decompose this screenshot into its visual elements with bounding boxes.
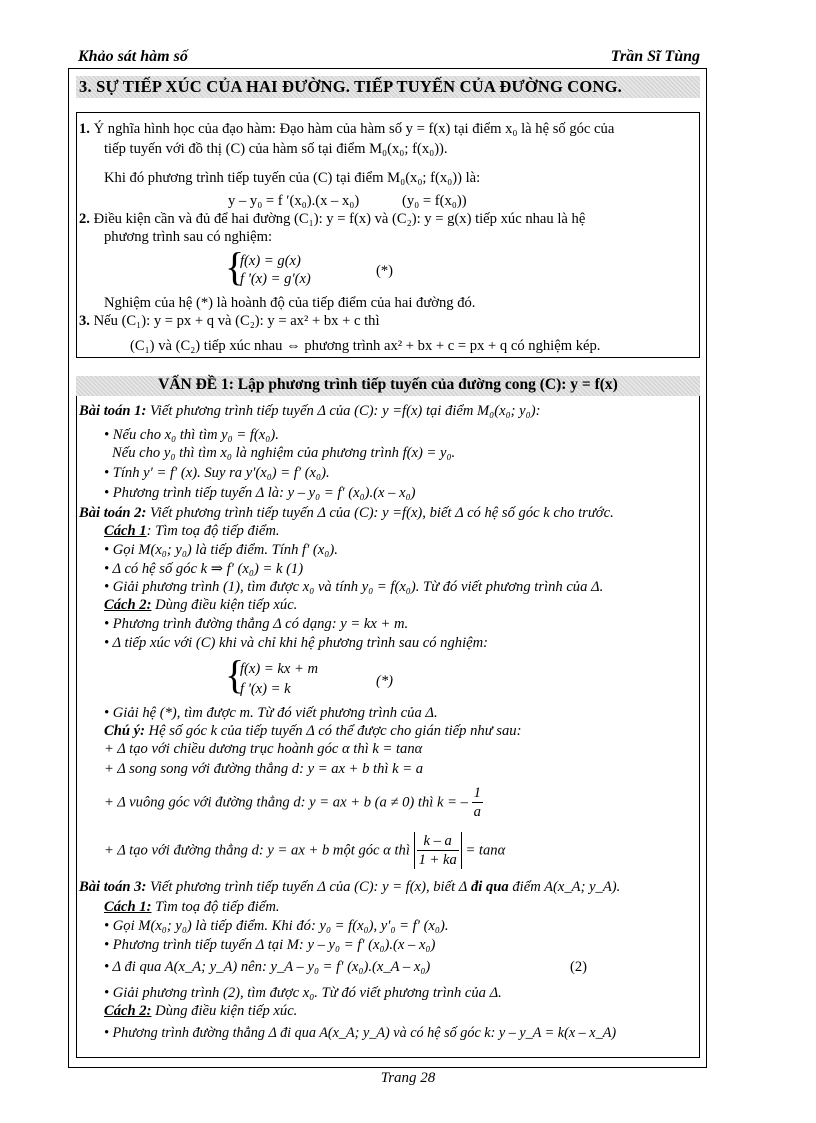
bt2-c2-bullet-1: • Phương trình đường thẳng Δ có dạng: y = kx + m. <box>104 616 409 632</box>
bt1-bullet-2: • Tính y′ = f′ (x). Suy ra y′(x₀) = f′ (x₀). <box>104 465 330 481</box>
bt2-cach1: Cách 1: Tìm toạ độ tiếp điểm. <box>104 523 280 539</box>
theory-line-3: Khi đó phương trình tiếp tuyến của (C) tại điểm M₀(x₀; f(x₀)) là: <box>104 170 481 186</box>
bt2-cach2: Cách 2: Dùng điều kiện tiếp xúc. <box>104 597 298 613</box>
header-right: Trần Sĩ Tùng <box>610 48 700 65</box>
system-1-tag: (*) <box>376 263 394 279</box>
bt3-heading: Bài toán 3: Viết phương trình tiếp tuyến Δ của (C): y = f(x), biết Δ đi qua điểm A(x_A; y_A). <box>79 879 621 895</box>
system-2-tag: (*) <box>376 673 394 689</box>
bt2-c2-bullet-2: • Δ tiếp xúc với (C) khi và chỉ khi hệ phương trình sau có nghiệm: <box>104 635 489 651</box>
bt1-heading: Bài toán 1: Viết phương trình tiếp tuyến Δ của (C): y =f(x) tại điểm M₀(x₀; y₀): <box>79 403 541 419</box>
theory-line-2: tiếp tuyến với đồ thị (C) của hàm số tại điểm M₀(x₀; f(x₀)). <box>104 141 448 157</box>
header-left: Khảo sát hàm số <box>78 48 188 65</box>
bt2-note-4: + Δ tạo với đường thẳng d: y = ax + b một góc α thì $\frac{k - a}{1 + ka}$ = tanα <box>104 833 506 868</box>
bt2-note: Chú ý: Hệ số góc k của tiếp tuyến Δ có thể được cho gián tiếp như sau: <box>104 723 522 739</box>
bt2-heading: Bài toán 2: Viết phương trình tiếp tuyến Δ của (C): y =f(x), biết Δ có hệ số góc k cho trước. <box>79 505 614 521</box>
system-1-eq1: f(x) = g(x) <box>240 253 301 269</box>
bt3-eq-tag: (2) <box>570 959 588 975</box>
tangent-formula: y – y₀ = f ′(x₀).(x – x₀) <box>228 193 360 209</box>
bt3-c1-bullet-3: • Δ đi qua A(x_A; y_A) nên: y_A – y₀ = f′ (x₀).(x_A – x₀) <box>104 959 431 975</box>
bt3-c1-bullet-4: • Giải phương trình (2), tìm được x₀. Từ đó viết phương trình của Δ. <box>104 985 502 1001</box>
abs-value-bars: $\frac{k - a}{1 + ka}$ <box>414 832 462 869</box>
theory-line-9: (C₁) và (C₂) tiếp xúc nhau ⇔ phương trình ax² + bx + c = px + q có nghiệm kép. <box>130 338 601 354</box>
theory-line-8: 3. Nếu (C₁): y = px + q và (C₂): y = ax² + bx + c thì <box>79 313 380 329</box>
bt1-bullet-1: • Nếu cho x₀ thì tìm y₀ = f(x₀). <box>104 427 279 443</box>
bt1-bullet-3: • Phương trình tiếp tuyến Δ là: y – y₀ = f′ (x₀).(x – x₀) <box>104 485 416 501</box>
page-number: Trang 28 <box>380 1070 436 1086</box>
bt2-c1-bullet-2: • Δ có hệ số góc k ⇒ f′ (x₀) = k (1) <box>104 561 304 577</box>
bt2-note-3: + Δ vuông góc với đường thẳng d: y = ax + b (a ≠ 0) thì k = – $\frac{1}{a}$ <box>104 785 481 820</box>
bt2-note-2: + Δ song song với đường thẳng d: y = ax + b thì k = a <box>104 761 424 777</box>
bt2-note-1: + Δ tạo với chiều dương trục hoành góc α thì k = tanα <box>104 741 423 757</box>
tangent-formula-note: (y₀ = f(x₀)) <box>402 193 467 209</box>
bt2-c1-bullet-1: • Gọi M(x₀; y₀) là tiếp điểm. Tính f′ (x₀). <box>104 542 338 558</box>
bt2-c1-bullet-3: • Giải phương trình (1), tìm được x₀ và tính y₀ = f(x₀). Từ đó viết phương trình của Δ. <box>104 579 604 595</box>
theory-line-6: phương trình sau có nghiệm: <box>104 229 273 245</box>
system-1-eq2: f '(x) = g'(x) <box>240 271 311 287</box>
system-brace-1: { <box>225 244 245 289</box>
bt3-c1-bullet-1: • Gọi M(x₀; y₀) là tiếp điểm. Khi đó: y₀ = f(x₀), y′₀ = f′ (x₀). <box>104 918 449 934</box>
bt3-c2-bullet-1: • Phương trình đường thẳng Δ đi qua A(x_A; y_A) và có hệ số góc k: y – y_A = k(x – x_A) <box>104 1025 617 1041</box>
bt3-c1-bullet-2: • Phương trình tiếp tuyến Δ tại M: y – y₀ = f′ (x₀).(x – x₀) <box>104 937 436 953</box>
system-2-eq2: f '(x) = k <box>240 681 291 697</box>
section-title: 3. SỰ TIẾP XÚC CỦA HAI ĐƯỜNG. TIẾP TUYẾN CỦA ĐƯỜNG CONG. <box>76 76 700 98</box>
page-header <box>78 48 710 68</box>
bt2-c2-bullet-3: • Giải hệ (*), tìm được m. Từ đó viết phương trình của Δ. <box>104 705 438 721</box>
theory-line-5: 2. Điều kiện cần và đủ để hai đường (C₁): y = f(x) và (C₂): y = g(x) tiếp xúc nhau là hệ <box>79 211 586 227</box>
system-2-eq1: f(x) = kx + m <box>240 661 319 677</box>
van-de-title: VẤN ĐỀ 1: Lập phương trình tiếp tuyến của đường cong (C): y = f(x) <box>76 376 700 396</box>
fraction-one-over-a: $\frac{1}{a}$ <box>473 785 481 820</box>
bt1-bullet-1b: Nếu cho y₀ thì tìm x₀ là nghiệm của phương trình f(x) = y₀. <box>112 445 456 461</box>
theory-line-1: 1. Ý nghĩa hình học của đạo hàm: Đạo hàm của hàm số y = f(x) tại điểm x₀ là hệ số góc của <box>79 121 615 137</box>
bt3-cach1: Cách 1: Tìm toạ độ tiếp điểm. <box>104 899 280 915</box>
bt3-cach2: Cách 2: Dùng điều kiện tiếp xúc. <box>104 1003 298 1019</box>
system-brace-2: { <box>225 652 245 697</box>
theory-line-7: Nghiệm của hệ (*) là hoành độ của tiếp điểm của hai đường đó. <box>104 295 476 311</box>
